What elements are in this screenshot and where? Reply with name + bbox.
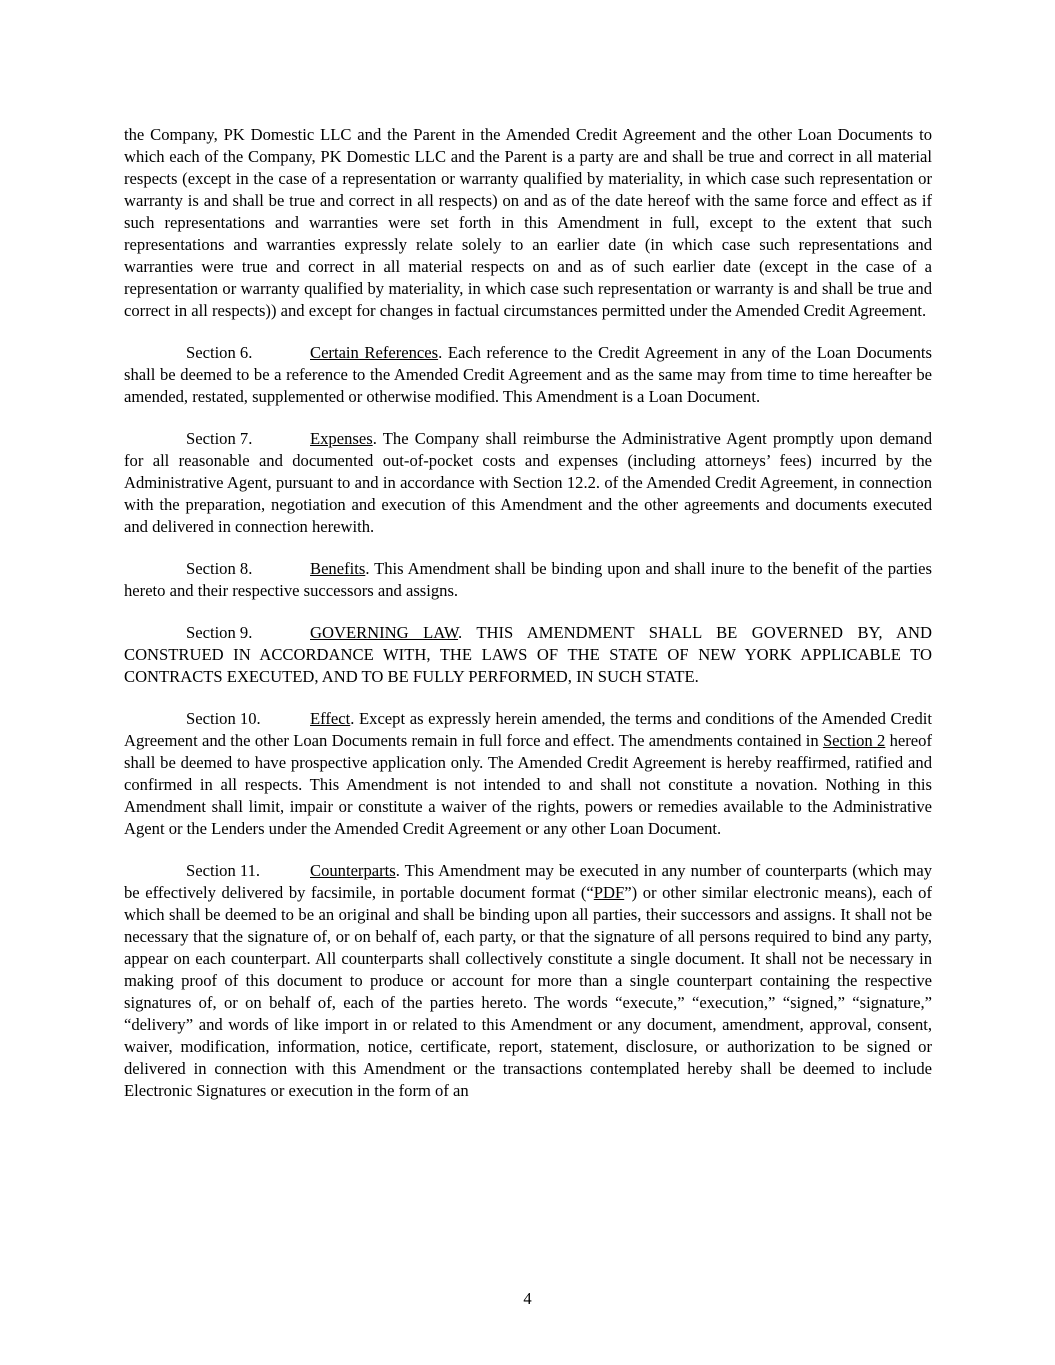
section-9-paragraph [124, 622, 932, 688]
section-10-body-a: . Except as expressly herein amended, the terms and conditions of the Amended Credit Agreement and the other Loan Documents remain in full force and effect. The amendments contained in [124, 709, 932, 750]
section-9-title: GOVERNING LAW [310, 623, 459, 642]
section-11-defined-term: PDF [593, 883, 625, 902]
section-10-body-b: hereof shall be deemed to have prospective application only. The Amended Credit Agreement is hereby reaffirmed, ratified and confirmed in all respects. This Amendment is not intended to and shall not constitute a novation. Nothing in this Amendment shall limit, impair or constitute a waiver of the rights, powers or remedies available to the Administrative Agent or the Lenders under the Amended Credit Agreement or any other Loan Document. [124, 731, 932, 838]
section-6-paragraph [124, 342, 932, 408]
section-11-title: Counterparts [310, 861, 396, 880]
section-9-number: Section 9. [186, 623, 253, 642]
section-7-title: Expenses [310, 429, 373, 448]
section-10-title: Effect [310, 709, 351, 728]
section-6-title: Certain References [310, 343, 439, 362]
section-8-paragraph [124, 558, 932, 602]
section-7-number: Section 7. [186, 429, 253, 448]
section-6-number: Section 6. [186, 343, 253, 362]
section-7-body: . The Company shall reimburse the Administrative Agent promptly upon demand for all reasonable and documented out-of-pocket costs and expenses (including attorneys’ fees) incurred by the Administrative Agent, pursuant to and in accordance with Section 12.2. of the Amended Credit Agreement, in connection with the preparation, negotiation and execution of this Amendment and the other agreements and documents executed and delivered in connection herewith. [124, 429, 932, 536]
section-11-number: Section 11. [186, 861, 261, 880]
section-10-number: Section 10. [186, 709, 261, 728]
section-9-body: . THIS AMENDMENT SHALL BE GOVERNED BY, AND CONSTRUED IN ACCORDANCE WITH, THE LAWS OF THE STATE OF NEW YORK APPLICABLE TO CONTRACTS EXECUTED, AND TO BE FULLY PERFORMED, IN SUCH STATE. [124, 623, 932, 686]
section-8-title: Benefits [310, 559, 366, 578]
section-6-body: . Each reference to the Credit Agreement in any of the Loan Documents shall be deemed to be a reference to the Amended Credit Agreement and as the same may from time to time hereafter be amended, restated, supplemented or otherwise modified. This Amendment is a Loan Document. [124, 343, 932, 406]
section-7-paragraph [124, 428, 932, 538]
intro-paragraph: the Company, PK Domestic LLC and the Parent in the Amended Credit Agreement and the other Loan Documents to which each of the Company, PK Domestic LLC and the Parent is a party are and shall be true and correct in all material respects (except in the case of a representation or warranty qualified by materiality, in which case such representation or warranty is and shall be true and correct in all respects) on and as of the date hereof with the same force and effect as if such representations and warranties were set forth in this Amendment in full, except to the extent that such representations and warranties expressly relate solely to an earlier date (in which case such representations and warranties were true and correct in all material respects on and as of such earlier date (except in the case of a representation or warranty qualified by materiality, in which case such representation or warranty is and shall be true and correct in all respects)) and except for changes in factual circumstances permitted under the Amended Credit Agreement. [124, 125, 932, 320]
document-page [124, 124, 932, 1122]
section-11-body-b: ”) or other similar electronic means), each of which shall be deemed to be an original and shall be binding upon all parties, their successors and assigns. It shall not be necessary that the signature of, or on behalf of, each party, or that the signature of all persons required to bind any party, appear on each counterpart. All counterparts shall collectively constitute a single document. It shall not be necessary in making proof of this document to produce or account for more than a single counterpart containing the respective signatures of, or on behalf of, each of the parties hereto. The words “execute,” “execution,” “signed,” “signature,” “delivery” and words of like import in or related to this Amendment or any document, amendment, approval, consent, waiver, modification, information, notice, certificate, report, statement, disclosure, or authorization to be signed or delivered in connection with this Amendment or the transactions contemplated hereby shall be deemed to include Electronic Signatures or execution in the form of an [124, 883, 932, 1100]
section-10-paragraph [124, 708, 932, 840]
section-11-body-a: . This Amendment may be executed in any number of counterparts (which may be effectively delivered by facsimile, in portable document format (“ [124, 861, 932, 902]
section-10-cross-reference: Section 2 [822, 731, 886, 750]
section-8-number: Section 8. [186, 559, 253, 578]
section-11-paragraph [124, 860, 932, 1102]
section-8-body: . This Amendment shall be binding upon and shall inure to the benefit of the parties hereto and their respective successors and assigns. [124, 559, 932, 600]
page-number: 4 [523, 1289, 532, 1308]
